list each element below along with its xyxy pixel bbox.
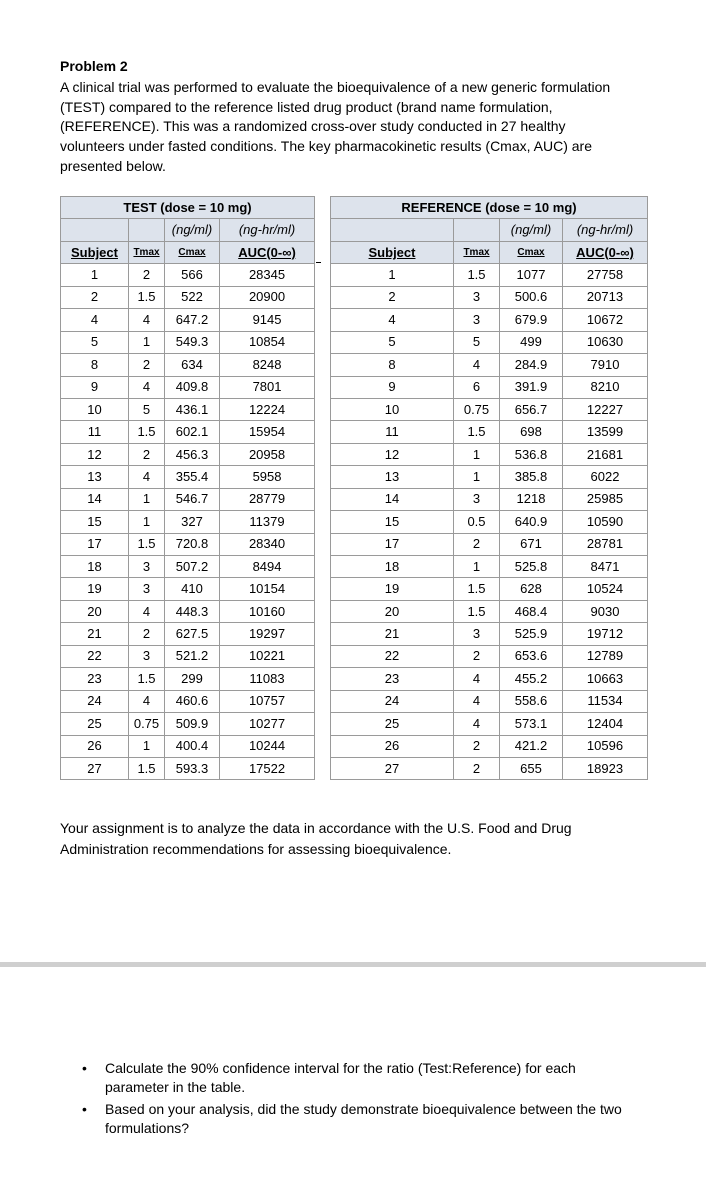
tmax-cell: 3 (454, 286, 500, 308)
tmax-cell: 2 (454, 533, 500, 555)
cmax-cell: 653.6 (500, 645, 563, 667)
cmax-cell: 593.3 (165, 757, 220, 779)
tmax-cell: 3 (129, 578, 165, 600)
auc-cell: 11379 (220, 511, 315, 533)
subject-cell: 19 (331, 578, 454, 600)
table-row (331, 713, 648, 735)
assignment-text: Your assignment is to analyze the data in accordance with the U.S. Food and Drug Administration recommendations for assessing bioequivalence. (60, 820, 572, 857)
subject-cell: 24 (331, 690, 454, 712)
cmax-cell: 410 (165, 578, 220, 600)
table-row (61, 421, 315, 443)
cmax-cell: 720.8 (165, 533, 220, 555)
tmax-cell: 1.5 (454, 264, 500, 286)
table-row (61, 488, 315, 510)
table-row (61, 533, 315, 555)
table-row (331, 556, 648, 578)
tmax-cell: 1 (129, 331, 165, 353)
subject-cell: 17 (331, 533, 454, 555)
tmax-cell: 1.5 (454, 600, 500, 622)
cmax-cell: 455.2 (500, 668, 563, 690)
tmax-cell: 0.5 (454, 511, 500, 533)
cmax-cell: 602.1 (165, 421, 220, 443)
tmax-cell: 5 (129, 398, 165, 420)
table-row (61, 309, 315, 331)
cmax-cell: 509.9 (165, 713, 220, 735)
cmax-cell: 284.9 (500, 354, 563, 376)
subject-cell: 5 (61, 331, 129, 353)
cmax-cell: 1077 (500, 264, 563, 286)
auc-cell: 7801 (220, 376, 315, 398)
auc-cell: 10277 (220, 713, 315, 735)
subject-cell: 11 (61, 421, 129, 443)
subject-cell: 27 (61, 757, 129, 779)
tmax-cell: 3 (454, 488, 500, 510)
cmax-header: Cmax (500, 241, 563, 263)
auc-cell: 8210 (563, 376, 648, 398)
auc-header: AUC(0-∞) (563, 241, 648, 263)
cmax-cell: 409.8 (165, 376, 220, 398)
cmax-unit: (ng/ml) (500, 219, 563, 241)
table-row (331, 668, 648, 690)
subject-cell: 13 (61, 466, 129, 488)
cmax-cell: 525.9 (500, 623, 563, 645)
tmax-cell: 1 (129, 488, 165, 510)
auc-cell: 8494 (220, 556, 315, 578)
test-table-title: TEST (dose = 10 mg) (61, 197, 315, 219)
cmax-cell: 355.4 (165, 466, 220, 488)
tmax-cell: 1.5 (454, 578, 500, 600)
auc-cell: 10757 (220, 690, 315, 712)
auc-cell: 10854 (220, 331, 315, 353)
question-text: Based on your analysis, did the study demonstrate bioequivalence between the two formulations? (105, 1101, 622, 1136)
list-item (82, 1100, 642, 1138)
table-row (331, 309, 648, 331)
bullet: • (82, 1101, 87, 1117)
table-row (61, 735, 315, 757)
subject-cell: 26 (61, 735, 129, 757)
cmax-cell: 499 (500, 331, 563, 353)
cmax-cell: 521.2 (165, 645, 220, 667)
auc-cell: 11083 (220, 668, 315, 690)
stray-dash (316, 262, 321, 263)
table-row (61, 331, 315, 353)
table-row (331, 331, 648, 353)
auc-cell: 9030 (563, 600, 648, 622)
auc-cell: 27758 (563, 264, 648, 286)
table-row (331, 286, 648, 308)
tmax-cell: 3 (454, 623, 500, 645)
cmax-cell: 566 (165, 264, 220, 286)
subject-cell: 12 (61, 443, 129, 465)
tmax-cell: 4 (454, 690, 500, 712)
table-row (331, 421, 648, 443)
table-row (61, 645, 315, 667)
auc-cell: 5958 (220, 466, 315, 488)
auc-cell: 28779 (220, 488, 315, 510)
tmax-cell: 6 (454, 376, 500, 398)
problem-heading: Problem 2 (60, 58, 128, 74)
auc-cell: 10630 (563, 331, 648, 353)
auc-cell: 10221 (220, 645, 315, 667)
subject-cell: 23 (61, 668, 129, 690)
auc-cell: 10524 (563, 578, 648, 600)
subject-cell: 21 (331, 623, 454, 645)
auc-cell: 25985 (563, 488, 648, 510)
tmax-cell: 4 (129, 309, 165, 331)
test-table-body (61, 264, 315, 780)
tmax-cell: 5 (454, 331, 500, 353)
tmax-cell: 1.5 (129, 668, 165, 690)
cmax-cell: 558.6 (500, 690, 563, 712)
table-row (61, 556, 315, 578)
table-row (331, 735, 648, 757)
auc-header: AUC(0-∞) (220, 241, 315, 263)
subject-cell: 25 (331, 713, 454, 735)
subject-cell: 1 (61, 264, 129, 286)
tmax-cell: 1 (454, 556, 500, 578)
tmax-cell: 1.5 (129, 286, 165, 308)
tmax-cell: 3 (129, 645, 165, 667)
subject-cell: 4 (331, 309, 454, 331)
table-row (61, 690, 315, 712)
subject-cell: 14 (331, 488, 454, 510)
cmax-cell: 679.9 (500, 309, 563, 331)
table-row (331, 533, 648, 555)
auc-cell: 10160 (220, 600, 315, 622)
table-row (331, 466, 648, 488)
cmax-cell: 391.9 (500, 376, 563, 398)
tmax-cell: 3 (129, 556, 165, 578)
auc-cell: 28345 (220, 264, 315, 286)
list-item (82, 1059, 642, 1097)
table-row (331, 376, 648, 398)
subject-cell: 19 (61, 578, 129, 600)
cmax-cell: 647.2 (165, 309, 220, 331)
subject-cell: 8 (331, 354, 454, 376)
auc-cell: 12224 (220, 398, 315, 420)
subject-cell: 24 (61, 690, 129, 712)
tmax-cell: 4 (454, 668, 500, 690)
table-row (61, 286, 315, 308)
table-row (331, 511, 648, 533)
subject-cell: 11 (331, 421, 454, 443)
table-row (331, 488, 648, 510)
tmax-cell: 1.5 (129, 533, 165, 555)
auc-cell: 20900 (220, 286, 315, 308)
cmax-cell: 327 (165, 511, 220, 533)
auc-cell: 12789 (563, 645, 648, 667)
subject-cell: 9 (331, 376, 454, 398)
auc-cell: 10596 (563, 735, 648, 757)
table-row (61, 578, 315, 600)
table-row (61, 398, 315, 420)
auc-cell: 20958 (220, 443, 315, 465)
table-row (331, 578, 648, 600)
tmax-cell: 2 (454, 645, 500, 667)
tmax-cell: 0.75 (129, 713, 165, 735)
subject-cell: 8 (61, 354, 129, 376)
cmax-cell: 456.3 (165, 443, 220, 465)
unit-cell (331, 219, 454, 241)
auc-cell: 20713 (563, 286, 648, 308)
auc-cell: 13599 (563, 421, 648, 443)
subject-cell: 2 (61, 286, 129, 308)
cmax-cell: 655 (500, 757, 563, 779)
subject-cell: 26 (331, 735, 454, 757)
tmax-cell: 4 (129, 690, 165, 712)
test-table (60, 196, 315, 780)
cmax-cell: 500.6 (500, 286, 563, 308)
cmax-cell: 468.4 (500, 600, 563, 622)
subject-cell: 14 (61, 488, 129, 510)
tmax-cell: 1 (454, 466, 500, 488)
subject-cell: 10 (61, 398, 129, 420)
auc-cell: 8471 (563, 556, 648, 578)
tmax-cell: 4 (129, 600, 165, 622)
auc-cell: 8248 (220, 354, 315, 376)
cmax-cell: 628 (500, 578, 563, 600)
table-row (331, 398, 648, 420)
table-row (331, 600, 648, 622)
subject-cell: 1 (331, 264, 454, 286)
table-row (61, 376, 315, 398)
subject-cell: 13 (331, 466, 454, 488)
tmax-cell: 2 (454, 757, 500, 779)
tmax-header: Tmax (454, 241, 500, 263)
auc-cell: 12227 (563, 398, 648, 420)
cmax-cell: 656.7 (500, 398, 563, 420)
tmax-cell: 1.5 (129, 757, 165, 779)
tmax-cell: 1.5 (129, 421, 165, 443)
subject-cell: 20 (331, 600, 454, 622)
tmax-cell: 1 (129, 511, 165, 533)
tmax-cell: 2 (129, 264, 165, 286)
table-row (61, 757, 315, 779)
tmax-cell: 2 (454, 735, 500, 757)
auc-cell: 10590 (563, 511, 648, 533)
subject-cell: 22 (61, 645, 129, 667)
subject-cell: 18 (331, 556, 454, 578)
auc-cell: 15954 (220, 421, 315, 443)
cmax-cell: 436.1 (165, 398, 220, 420)
tmax-cell: 4 (129, 466, 165, 488)
cmax-cell: 1218 (500, 488, 563, 510)
reference-table (330, 196, 648, 780)
table-row (331, 443, 648, 465)
table-row (61, 713, 315, 735)
cmax-cell: 549.3 (165, 331, 220, 353)
cmax-cell: 525.8 (500, 556, 563, 578)
tmax-header: Tmax (129, 241, 165, 263)
table-row (61, 668, 315, 690)
cmax-cell: 507.2 (165, 556, 220, 578)
auc-cell: 18923 (563, 757, 648, 779)
auc-cell: 28781 (563, 533, 648, 555)
tmax-cell: 2 (129, 354, 165, 376)
subject-cell: 21 (61, 623, 129, 645)
auc-cell: 10672 (563, 309, 648, 331)
tmax-cell: 2 (129, 443, 165, 465)
subject-cell: 15 (331, 511, 454, 533)
tmax-cell: 1 (454, 443, 500, 465)
question-list (82, 1059, 642, 1141)
table-row (331, 690, 648, 712)
cmax-cell: 627.5 (165, 623, 220, 645)
auc-cell: 17522 (220, 757, 315, 779)
cmax-cell: 671 (500, 533, 563, 555)
table-row (331, 623, 648, 645)
auc-unit: (ng-hr/ml) (563, 219, 648, 241)
table-row (61, 354, 315, 376)
cmax-cell: 299 (165, 668, 220, 690)
subject-header: Subject (331, 241, 454, 263)
tmax-cell: 1 (129, 735, 165, 757)
table-row (61, 466, 315, 488)
subject-cell: 15 (61, 511, 129, 533)
auc-cell: 28340 (220, 533, 315, 555)
unit-cell (61, 219, 129, 241)
tmax-cell: 0.75 (454, 398, 500, 420)
table-row (331, 354, 648, 376)
bullet: • (82, 1060, 87, 1076)
subject-cell: 9 (61, 376, 129, 398)
subject-cell: 12 (331, 443, 454, 465)
tmax-cell: 4 (129, 376, 165, 398)
tmax-cell: 2 (129, 623, 165, 645)
subject-cell: 2 (331, 286, 454, 308)
tmax-cell: 4 (454, 713, 500, 735)
tmax-cell: 3 (454, 309, 500, 331)
cmax-cell: 421.2 (500, 735, 563, 757)
table-row (61, 511, 315, 533)
subject-cell: 25 (61, 713, 129, 735)
subject-cell: 22 (331, 645, 454, 667)
cmax-cell: 385.8 (500, 466, 563, 488)
subject-cell: 17 (61, 533, 129, 555)
cmax-cell: 640.9 (500, 511, 563, 533)
document-page-2 (0, 967, 706, 1182)
auc-cell: 10154 (220, 578, 315, 600)
cmax-cell: 522 (165, 286, 220, 308)
cmax-cell: 698 (500, 421, 563, 443)
subject-cell: 23 (331, 668, 454, 690)
cmax-cell: 400.4 (165, 735, 220, 757)
table-row (61, 443, 315, 465)
auc-cell: 6022 (563, 466, 648, 488)
table-row (331, 264, 648, 286)
auc-cell: 10244 (220, 735, 315, 757)
tmax-cell: 1.5 (454, 421, 500, 443)
reference-table-title: REFERENCE (dose = 10 mg) (331, 197, 648, 219)
table-row (61, 600, 315, 622)
question-text: Calculate the 90% confidence interval for the ratio (Test:Reference) for each parameter in the table. (105, 1060, 576, 1095)
subject-cell: 18 (61, 556, 129, 578)
auc-cell: 10663 (563, 668, 648, 690)
cmax-cell: 448.3 (165, 600, 220, 622)
cmax-cell: 573.1 (500, 713, 563, 735)
cmax-unit: (ng/ml) (165, 219, 220, 241)
table-row (61, 623, 315, 645)
table-row (61, 264, 315, 286)
auc-unit: (ng-hr/ml) (220, 219, 315, 241)
auc-cell: 19712 (563, 623, 648, 645)
cmax-header: Cmax (165, 241, 220, 263)
cmax-cell: 634 (165, 354, 220, 376)
table-row (331, 645, 648, 667)
table-row (331, 757, 648, 779)
unit-cell (129, 219, 165, 241)
subject-cell: 10 (331, 398, 454, 420)
subject-cell: 4 (61, 309, 129, 331)
problem-intro: A clinical trial was performed to evaluate the bioequivalence of a new generic formulation (TEST) compared to the reference listed drug product (brand name formulation, (REFERENCE). This was a randomized cross-over study conducted in 27 healthy volunteers under fasted conditions. The key pharmacokinetic results (Cmax, AUC) are presented below. (60, 79, 611, 174)
subject-header: Subject (61, 241, 129, 263)
subject-cell: 27 (331, 757, 454, 779)
tmax-cell: 4 (454, 354, 500, 376)
auc-cell: 9145 (220, 309, 315, 331)
cmax-cell: 546.7 (165, 488, 220, 510)
unit-cell (454, 219, 500, 241)
reference-table-body (331, 264, 648, 780)
cmax-cell: 460.6 (165, 690, 220, 712)
auc-cell: 19297 (220, 623, 315, 645)
subject-cell: 20 (61, 600, 129, 622)
auc-cell: 7910 (563, 354, 648, 376)
cmax-cell: 536.8 (500, 443, 563, 465)
auc-cell: 11534 (563, 690, 648, 712)
auc-cell: 21681 (563, 443, 648, 465)
auc-cell: 12404 (563, 713, 648, 735)
subject-cell: 5 (331, 331, 454, 353)
